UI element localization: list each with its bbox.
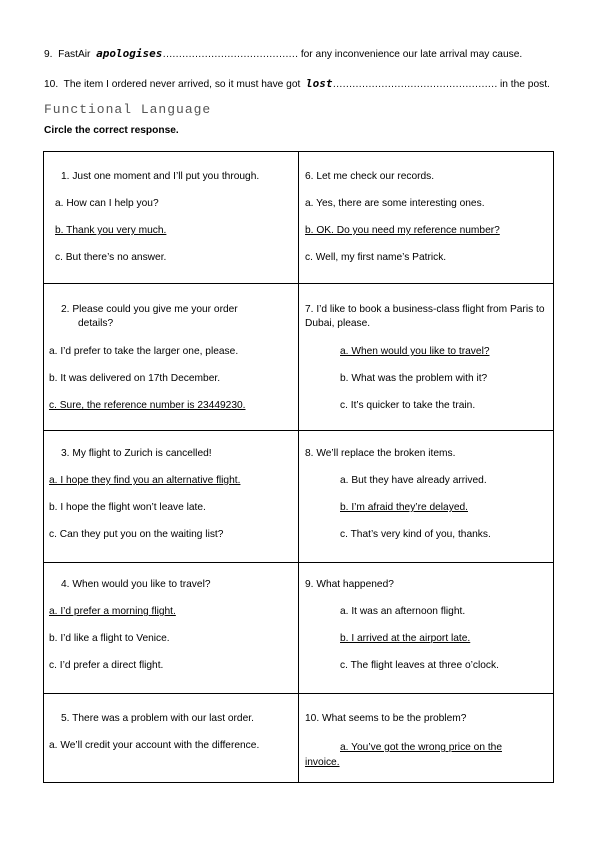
question-prompt: 7. I’d like to book a business-class flight from Paris to Dubai, please. bbox=[305, 304, 545, 329]
question-cell-3 bbox=[44, 431, 298, 562]
question-cell-9 bbox=[299, 563, 553, 693]
answer-dots: …………………………………… bbox=[162, 49, 298, 60]
option-b[interactable]: b. What was the problem with it? bbox=[340, 373, 488, 384]
option-c[interactable]: c. I’d prefer a direct flight. bbox=[49, 660, 164, 671]
question-cell-10 bbox=[299, 694, 553, 782]
handwritten-answer: apologises bbox=[96, 47, 163, 60]
instruction: Circle the correct response. bbox=[44, 125, 179, 136]
option-c[interactable]: c. Well, my first name’s Patrick. bbox=[305, 252, 447, 263]
question-prompt bbox=[61, 303, 271, 331]
question-prompt: 3. My flight to Zurich is cancelled! bbox=[61, 448, 212, 459]
option-a[interactable]: a. Yes, there are some interesting ones. bbox=[305, 198, 485, 209]
question-prompt: 5. There was a problem with our last order. bbox=[61, 713, 254, 724]
item-number: 10. bbox=[44, 79, 59, 90]
handwritten-answer: lost bbox=[306, 77, 333, 90]
question-prompt-text: 2. Please could you give me your order details? bbox=[61, 304, 238, 329]
option-a[interactable]: a. It was an afternoon flight. bbox=[340, 606, 466, 617]
question-prompt: 4. When would you like to travel? bbox=[61, 579, 211, 590]
question-prompt: 10. What seems to be the problem? bbox=[305, 713, 467, 724]
sentence-end: for any inconvenience our late arrival may cause. bbox=[300, 49, 523, 60]
question-cell-7 bbox=[299, 284, 553, 430]
question-prompt: 1. Just one moment and I’ll put you through. bbox=[61, 171, 260, 182]
option-a[interactable]: a. You’ve got the wrong price on the invoice. bbox=[305, 742, 502, 768]
question-cell-8 bbox=[299, 431, 553, 562]
option-b[interactable]: b. I hope the flight won’t leave late. bbox=[49, 502, 206, 513]
option-a[interactable]: a. I’d prefer a morning flight. bbox=[49, 606, 176, 617]
exercise-table bbox=[43, 151, 554, 783]
option-c[interactable]: c. Sure, the reference number is 23449230. bbox=[49, 400, 246, 411]
option-b[interactable]: b. I arrived at the airport late. bbox=[340, 633, 471, 644]
gap-fill-item-9 bbox=[44, 47, 522, 60]
option-a[interactable]: a. I hope they find you an alternative flight. bbox=[49, 475, 241, 486]
answer-dots: …………………………………………… bbox=[332, 79, 498, 90]
option-c[interactable]: c. Can they put you on the waiting list? bbox=[49, 529, 224, 540]
option-c[interactable]: c. But there’s no answer. bbox=[55, 252, 167, 263]
option-c[interactable]: c. That’s very kind of you, thanks. bbox=[340, 529, 491, 540]
section-title: Functional Language bbox=[44, 102, 212, 117]
sentence-end: in the post. bbox=[500, 79, 550, 90]
question-cell-2 bbox=[44, 284, 298, 430]
question-prompt: 9. What happened? bbox=[305, 579, 394, 590]
gap-fill-item-10 bbox=[44, 77, 550, 90]
question-cell-4 bbox=[44, 563, 298, 693]
option-a[interactable]: a. When would you like to travel? bbox=[340, 346, 490, 357]
option-a[interactable]: a. How can I help you? bbox=[55, 198, 159, 209]
option-a[interactable]: a. I’d prefer to take the larger one, please. bbox=[49, 346, 239, 357]
question-cell-1 bbox=[44, 152, 298, 283]
sentence-start: The item I ordered never arrived, so it must have got bbox=[63, 79, 301, 90]
option-c[interactable]: c. The flight leaves at three o’clock. bbox=[340, 660, 499, 671]
item-number: 9. bbox=[44, 49, 53, 60]
option-b[interactable]: b. It was delivered on 17th December. bbox=[49, 373, 221, 384]
question-cell-6 bbox=[299, 152, 553, 283]
option-b[interactable]: b. I’m afraid they’re delayed. bbox=[340, 502, 468, 513]
question-prompt: 8. We’ll replace the broken items. bbox=[305, 448, 456, 459]
option-c[interactable]: c. It’s quicker to take the train. bbox=[340, 400, 476, 411]
question-cell-5 bbox=[44, 694, 298, 782]
option-b[interactable]: b. I’d like a flight to Venice. bbox=[49, 633, 170, 644]
question-prompt: 6. Let me check our records. bbox=[305, 171, 435, 182]
option-a[interactable]: a. But they have already arrived. bbox=[340, 475, 487, 486]
sentence-start: FastAir bbox=[58, 49, 91, 60]
option-b[interactable]: b. OK. Do you need my reference number? bbox=[305, 225, 500, 236]
option-b[interactable]: b. Thank you very much. bbox=[55, 225, 167, 236]
option-a[interactable]: a. We’ll credit your account with the difference. bbox=[49, 740, 260, 751]
